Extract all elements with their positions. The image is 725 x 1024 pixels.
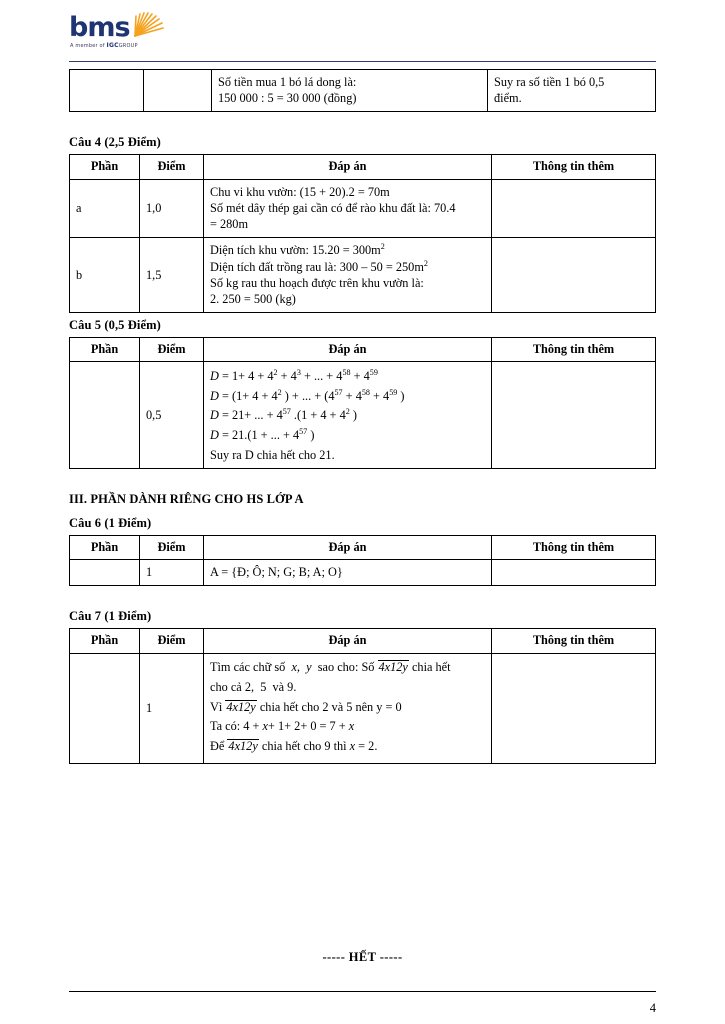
logo-tagline [70,42,138,49]
sunburst-icon [131,11,165,37]
cau7-table [69,628,656,763]
answer-line: 150 000 : 5 = 30 000 (đồng) [218,91,357,106]
header-phan: Phần [70,629,140,653]
math-line: D = 21+ ... + $4^{57}$ $.(1 + 4 + 4^2$ ) [210,407,357,423]
header-thong-tin-them: Thông tin thêm [492,338,656,362]
cell-phan [70,70,144,112]
page-footer [69,950,656,1024]
sup-2: 2 [380,242,385,252]
cell-diem [144,70,212,112]
header-dapan: Đáp án [204,155,492,179]
cell-dapan [204,179,492,238]
logo-tagline-prefix: A member of [70,43,105,49]
extra-line: Suy ra số tiền 1 bó 0,5 [494,75,605,89]
cell-diem: 1,5 [140,238,204,313]
section-3-title: III. PHẦN DÀNH RIÊNG CHO HS LỚP A [69,492,304,506]
cell-diem: 0,5 [140,362,204,469]
logo-tagline-suffix: GROUP [118,43,138,49]
cell-thong-tin-them [492,362,656,469]
cau4-table [69,154,656,313]
math-line: $D = (1+ 4 + 4^2$ ) + ... + ($4^{57} + 4^{58} + 4^{59}$ ) [210,387,405,403]
header-thong-tin-them: Thông tin thêm [492,536,656,560]
logo-wordmark: bms [69,12,130,43]
header-diem: Điểm [140,155,204,179]
answer-line: Vì 4x12y chia hết cho 2 và 5 nên y = 0 [210,699,402,714]
cell-phan [70,560,140,586]
answer-line: Để 4x12y chia hết cho 9 thì x = 2. [210,739,378,754]
cell-phan: b [70,238,140,313]
sup-2: 2 [423,258,428,268]
cell-phan [70,362,140,469]
header-diem: Điểm [140,338,204,362]
header-thong-tin-them: Thông tin thêm [492,629,656,653]
header-thong-tin-them: Thông tin thêm [492,155,656,179]
header-phan: Phần [70,338,140,362]
header-dapan: Đáp án [204,629,492,653]
bms-logo [69,14,191,54]
table-header-row [70,155,656,179]
table-row [70,179,656,238]
header-dapan: Đáp án [204,338,492,362]
cell-dapan [204,362,492,469]
table-row [70,238,656,313]
het-label: ----- HẾT ----- [322,950,403,964]
cau5-title: Câu 5 (0,5 Điểm) [69,318,161,333]
answer-line: Ta có: 4 + x+ 1+ 2+ 0 = 7 + x [210,719,355,734]
header-phan: Phần [70,155,140,179]
answer-line: 2. 250 = 500 (kg) [210,291,296,306]
continued-answer-table [69,69,656,112]
cell-thong-tin-them [492,653,656,763]
table-row [70,362,656,469]
answer-line: Số mét dây thép gai cần có để rào khu đất là: 70.4 [210,200,456,215]
math-line: Suy ra D chia hết cho 21. [210,447,335,462]
cell-dapan [204,238,492,313]
cell-diem: 1,0 [140,179,204,238]
page-number: 4 [649,1001,656,1015]
cell-thong-tin-them [492,560,656,586]
math-line: D = 21.(1 + ... + $4^{57}$ ) [210,426,315,443]
header-diem: Điểm [140,629,204,653]
header-phan: Phần [70,536,140,560]
answer-line: Diện tích khu vườn: $15.20 = 300m^2$ [210,242,385,258]
cell-phan: a [70,179,140,238]
cell-dapan [212,70,488,112]
table-row [70,653,656,763]
header-dapan: Đáp án [204,536,492,560]
table-header-row [70,338,656,362]
page-header [69,0,656,49]
cau6-title: Câu 6 (1 Điểm) [69,516,152,530]
cau5-table [69,337,656,469]
header-diem: Điểm [140,536,204,560]
logo-tagline-brand: IGC [106,42,119,49]
math-line: $D = 1+ 4 + 4^2 + 4^3$ + ... + $4^{58} + 4^{59}$ [210,367,378,383]
cell-dapan: A = {Đ; Ô; N; G; B; A; O} [204,560,492,586]
table-row [70,560,656,586]
cau4-title: Câu 4 (2,5 Điểm) [69,135,161,150]
cau7-title: Câu 7 (1 Điểm) [69,609,152,624]
cell-thong-tin-them [492,238,656,313]
cau6-table [69,535,656,586]
answer-line: = 280m [210,217,249,232]
answer-line: cho cả 2, 5 và 9. [210,679,297,694]
cell-dapan [204,653,492,763]
answer-line: Tìm các chữ số x, y sao cho: Số 4x12y chia hết [210,660,451,675]
table-row [70,70,656,112]
answer-line: Diện tích đất trồng rau là: $300 - 50 = 250m^2$ [210,258,428,274]
cell-diem: 1 [140,653,204,763]
table-header-row [70,536,656,560]
cell-diem: 1 [140,560,204,586]
answer-line: Số tiền mua 1 bó lá dong là: [218,75,357,89]
cell-phan [70,653,140,763]
cell-thong-tin-them [488,70,656,112]
answer-line: Chu vi khu vườn: (15 + 20).2 = 70m [210,184,390,199]
cell-thong-tin-them [492,179,656,238]
table-header-row [70,629,656,653]
sunburst-svg [131,11,165,37]
extra-line: điểm. [494,91,522,106]
answer-line: Số kg rau thu hoạch được trên khu vườn là: [210,275,424,290]
